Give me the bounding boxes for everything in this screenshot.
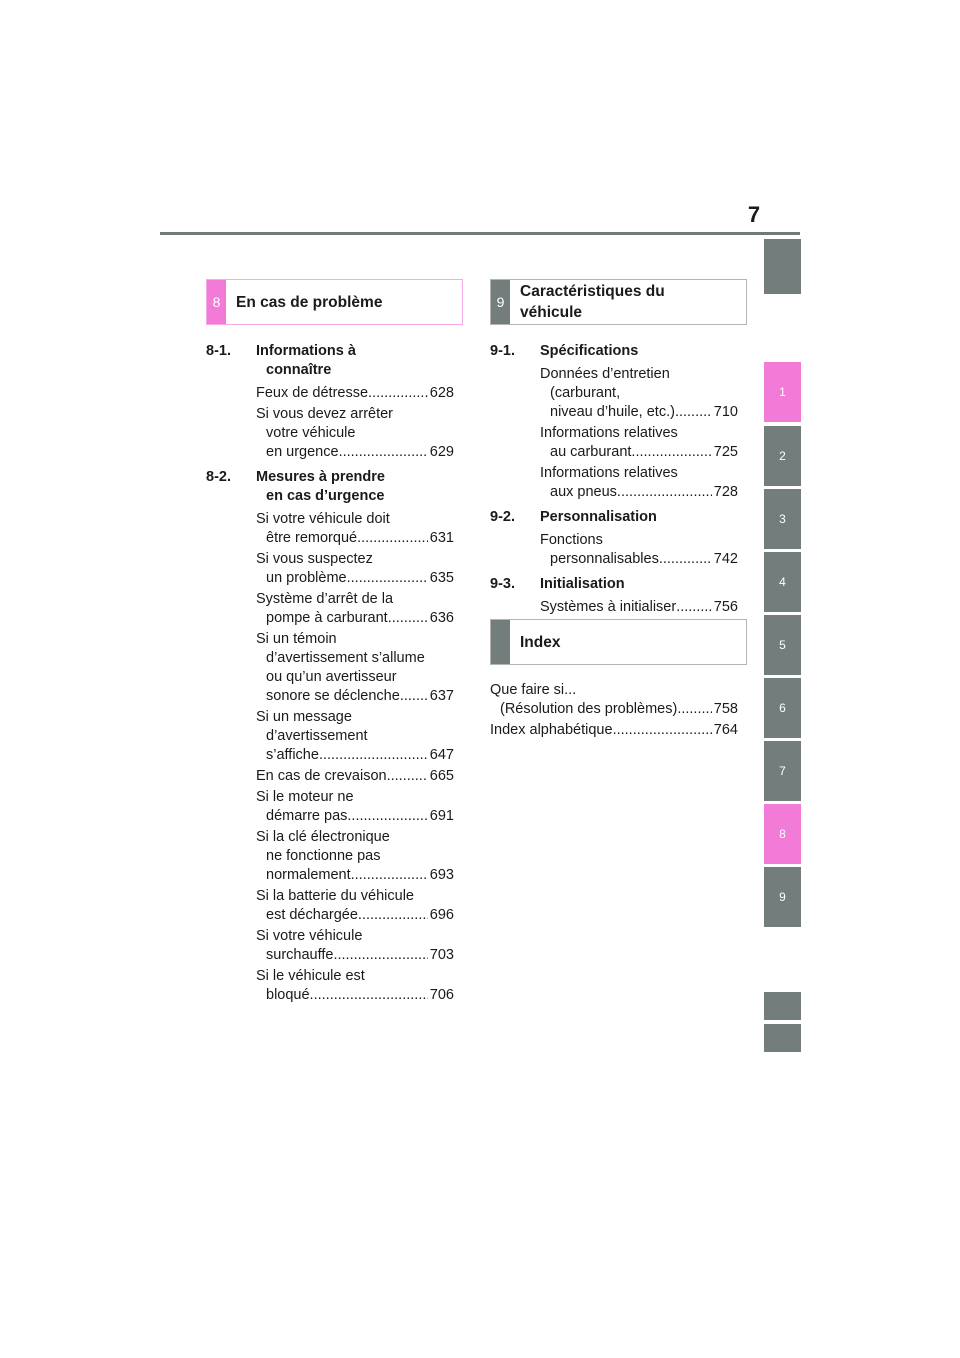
toc-entry-text: Si votre véhicule doit — [256, 511, 390, 527]
toc-entry-text: sonore se déclenche — [266, 688, 400, 704]
toc-entry-text: normalement — [266, 867, 351, 883]
dot-leader — [347, 569, 428, 588]
chapter-tab[interactable]: 7 — [764, 741, 801, 801]
page-ref: 703 — [429, 947, 454, 963]
chapter-title: connaître — [266, 362, 332, 378]
toc-entry-text: (carburant, — [550, 385, 621, 401]
toc-entry[interactable] — [256, 550, 454, 588]
toc-entry-text: pompe à carburant — [266, 610, 388, 626]
toc-entry-text: Informations relatives — [540, 465, 678, 481]
chapter-title: Mesures à prendre — [256, 469, 385, 485]
section-title-line: véhicule — [520, 304, 583, 321]
section-title: En cas de problème — [236, 293, 383, 311]
chapter-tab[interactable]: 3 — [764, 489, 801, 549]
toc-entry[interactable] — [256, 405, 454, 462]
toc-entry-text: d’avertissement — [266, 728, 368, 744]
chapter-title: Informations à — [256, 343, 356, 359]
toc-entry-text: ou qu’un avertisseur — [266, 669, 397, 685]
toc-entry[interactable] — [256, 887, 454, 925]
dot-leader — [677, 700, 711, 719]
chapter-tab[interactable]: 6 — [764, 678, 801, 738]
page-ref: 635 — [429, 570, 454, 586]
toc-entry-text: est déchargée — [266, 907, 358, 923]
page-ref: 631 — [429, 530, 454, 546]
toc-entry-text: personnalisables — [550, 551, 659, 567]
chapter-tab[interactable] — [764, 239, 801, 294]
toc-entry[interactable] — [540, 598, 738, 617]
chapter-heading[interactable] — [206, 342, 454, 380]
page-ref: 764 — [713, 722, 738, 738]
chapter-tab[interactable]: 8 — [764, 804, 801, 864]
dot-leader — [659, 550, 712, 569]
dot-leader — [339, 443, 428, 462]
toc-entry-text: Si le moteur ne — [256, 789, 354, 805]
dot-leader — [388, 609, 428, 628]
page-ref: 637 — [429, 688, 454, 704]
page-ref: 725 — [713, 444, 738, 460]
page-ref: 756 — [713, 599, 738, 615]
toc-entry-text: démarre pas — [266, 808, 348, 824]
toc-entry-text: Données d’entretien — [540, 366, 670, 382]
chapter-tab[interactable] — [764, 1024, 801, 1052]
toc-entry-text: un problème — [266, 570, 347, 586]
dot-leader — [387, 767, 428, 786]
chapter-heading[interactable] — [490, 342, 738, 361]
chapter-tab[interactable]: 5 — [764, 615, 801, 675]
dot-leader — [358, 906, 428, 925]
dot-leader — [676, 598, 712, 617]
dot-leader — [675, 403, 712, 422]
toc-entry[interactable] — [490, 721, 738, 740]
section-title: Index — [520, 633, 561, 651]
chapter-heading[interactable] — [490, 575, 738, 594]
page-ref: 628 — [429, 385, 454, 401]
section-header-9[interactable] — [490, 279, 747, 325]
toc-entry[interactable] — [256, 384, 454, 403]
toc-entry-text: surchauffe — [266, 947, 334, 963]
toc-entry-text: Si la clé électronique — [256, 829, 390, 845]
toc-entry-text: être remorqué — [266, 530, 358, 546]
page-ref: 706 — [429, 987, 454, 1003]
page-ref: 629 — [429, 444, 454, 460]
toc-column-9 — [490, 342, 738, 623]
section-title — [520, 280, 740, 324]
toc-entry-text: Que faire si... — [490, 682, 577, 698]
toc-entry-text: Fonctions — [540, 532, 603, 548]
page-number: 7 — [747, 202, 761, 227]
toc-entry-text: niveau d’huile, etc.) — [550, 404, 675, 420]
header-rule — [160, 232, 800, 235]
toc-entry-text: bloqué — [266, 987, 310, 1003]
section-number: 9 — [491, 280, 510, 324]
chapter-tabs — [764, 239, 801, 1059]
toc-entry[interactable] — [540, 531, 738, 569]
chapter-number: 8-2. — [206, 469, 231, 485]
chapter-tab[interactable]: 1 — [764, 362, 801, 422]
dot-leader — [310, 986, 428, 1005]
toc-entry-text: Si la batterie du véhicule — [256, 888, 414, 904]
section-number: 8 — [207, 280, 226, 324]
toc-entry[interactable] — [256, 788, 454, 826]
toc-entry[interactable] — [256, 828, 454, 885]
chapter-title: Spécifications — [540, 343, 639, 359]
page-ref: 728 — [713, 484, 738, 500]
section-marker — [491, 620, 510, 664]
page-ref: 696 — [429, 907, 454, 923]
chapter-number: 9-1. — [490, 343, 515, 359]
toc-entry-text: Systèmes à initialiser — [540, 599, 677, 615]
chapter-number: 9-3. — [490, 576, 515, 592]
toc-entry-text: en urgence — [266, 444, 339, 460]
chapter-title: Personnalisation — [540, 509, 657, 525]
page-ref: 742 — [713, 551, 738, 567]
chapter-title: Initialisation — [540, 576, 625, 592]
dot-leader — [613, 721, 712, 740]
dot-leader — [357, 529, 428, 548]
toc-entry[interactable] — [256, 708, 454, 765]
toc-entry[interactable] — [540, 464, 738, 502]
toc-entry-text: Si vous suspectez — [256, 551, 373, 567]
page-ref: 665 — [429, 768, 454, 784]
page-ref: 636 — [429, 610, 454, 626]
page-ref: 758 — [713, 701, 738, 717]
toc-entry-text: Si un témoin — [256, 631, 337, 647]
toc-column-8 — [206, 342, 454, 1011]
chapter-heading[interactable] — [490, 508, 738, 527]
toc-entry-text: Index alphabétique — [490, 722, 613, 738]
toc-entry[interactable] — [256, 967, 454, 1005]
toc-entry-text: Si un message — [256, 709, 352, 725]
toc-entry-text: En cas de crevaison — [256, 768, 387, 784]
page-ref: 691 — [429, 808, 454, 824]
chapter-heading[interactable] — [206, 468, 454, 506]
chapter-tab[interactable]: 9 — [764, 867, 801, 927]
chapter-tab[interactable]: 4 — [764, 552, 801, 612]
toc-entry[interactable] — [256, 927, 454, 965]
dot-leader — [368, 384, 428, 403]
chapter-number: 8-1. — [206, 343, 231, 359]
page-ref: 710 — [713, 404, 738, 420]
toc-entry-text: Informations relatives — [540, 425, 678, 441]
toc-entry-text: Système d’arrêt de la — [256, 591, 394, 607]
toc-entry[interactable] — [540, 365, 738, 422]
toc-entry-text: aux pneus — [550, 484, 617, 500]
dot-leader — [333, 946, 427, 965]
toc-entry-text: s’affiche — [266, 747, 319, 763]
toc-entry[interactable] — [256, 590, 454, 628]
toc-entry-text: d’avertissement s’allume — [266, 650, 425, 666]
toc-entry-text: au carburant — [550, 444, 632, 460]
chapter-title: en cas d’urgence — [266, 488, 385, 504]
toc-entry-text: Si vous devez arrêter — [256, 406, 394, 422]
toc-entry-text: Feux de détresse — [256, 385, 369, 401]
dot-leader — [347, 807, 427, 826]
dot-leader — [351, 866, 428, 885]
toc-entry[interactable] — [256, 767, 454, 786]
dot-leader — [617, 483, 712, 502]
dot-leader — [631, 443, 711, 462]
page-ref: 647 — [429, 747, 454, 763]
section-header-index[interactable] — [490, 619, 747, 665]
toc-entry[interactable] — [256, 630, 454, 706]
dot-leader — [400, 687, 428, 706]
toc-entry-text: (Résolution des problèmes) — [500, 701, 678, 717]
toc-entry-text: Si votre véhicule — [256, 928, 363, 944]
page-ref: 693 — [429, 867, 454, 883]
toc-entry-text: votre véhicule — [266, 425, 356, 441]
chapter-number: 9-2. — [490, 509, 515, 525]
chapter-tab[interactable]: 2 — [764, 426, 801, 486]
toc-entry[interactable] — [256, 510, 454, 548]
toc-index-list — [490, 681, 738, 742]
toc-entry-text: Si le véhicule est — [256, 968, 365, 984]
section-header-8[interactable] — [206, 279, 463, 325]
section-title-line: Caractéristiques du — [520, 283, 665, 300]
toc-entry-text: ne fonctionne pas — [266, 848, 381, 864]
toc-entry[interactable] — [490, 681, 738, 719]
dot-leader — [319, 746, 428, 765]
chapter-tab[interactable] — [764, 992, 801, 1020]
toc-entry[interactable] — [540, 424, 738, 462]
